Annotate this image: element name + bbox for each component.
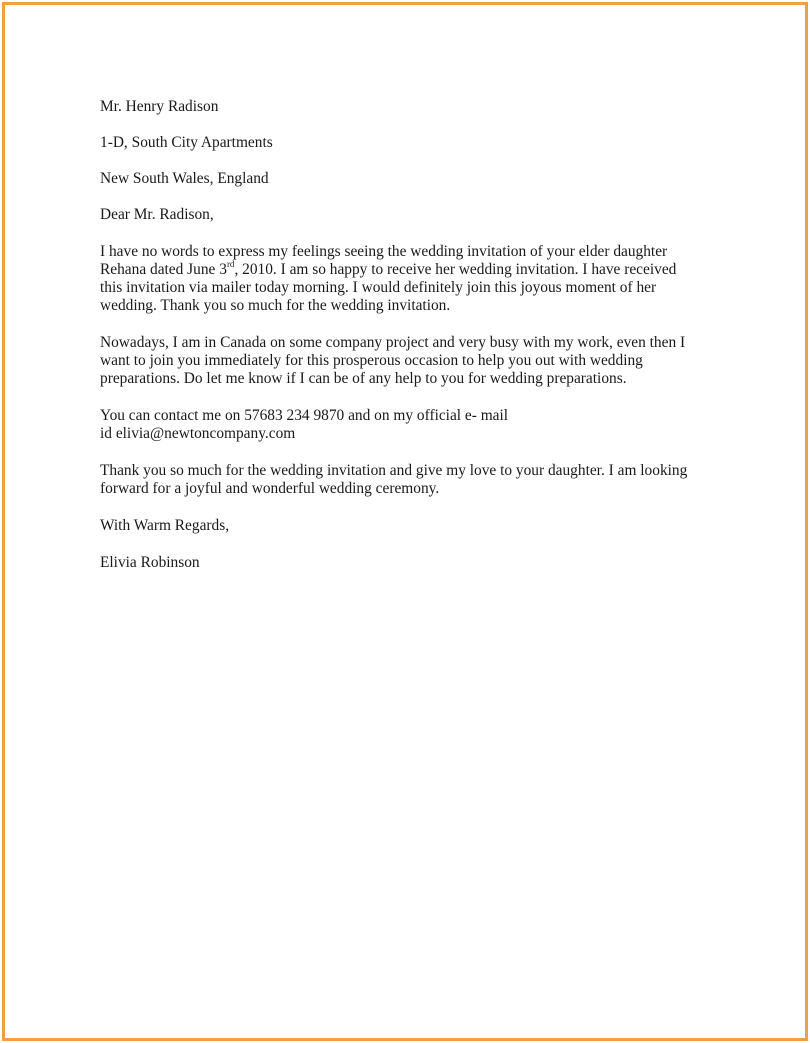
paragraph-canada [100,334,710,388]
closing: With Warm Regards, [100,517,230,534]
signature: Elivia Robinson [100,554,200,571]
recipient-region: New South Wales, England [100,170,269,187]
paragraph-line: forward for a joyful and wonderful wedding ceremony. [100,480,440,497]
salutation: Dear Mr. Radison, [100,206,214,223]
email-line: id elivia@newtoncompany.com [100,425,296,442]
ordinal-suffix: rd [226,258,235,269]
paragraph-line: You can contact me on 57683 234 9870 and on my official e- mail [100,407,509,424]
paragraph-line: I have no words to express my feelings seeing the wedding invitation of your elder daughter [100,243,668,260]
paragraph-line: wedding. Thank you so much for the wedding invitation. [100,297,451,314]
paragraph-invitation [100,243,710,315]
paragraph-line: want to join you immediately for this prosperous occasion to help you out with wedding [100,352,643,369]
date-continuation: , 2010. I am so happy to receive her wedding invitation. I have received [234,261,677,278]
paragraph-line: this invitation via mailer today morning. I would definitely join this joyous moment of her [100,279,657,296]
paragraph-line: preparations. Do let me know if I can be of any help to you for wedding preparations. [100,370,627,387]
letter-body [100,98,710,572]
paragraph-line: Thank you so much for the wedding invitation and give my love to your daughter. I am looking [100,462,688,479]
recipient-street: 1-D, South City Apartments [100,134,273,151]
paragraph-thanks [100,462,710,498]
date-text: Rehana dated June 3 [100,261,227,278]
paragraph-line: Nowadays, I am in Canada on some company project and very busy with my work, even then I [100,334,686,351]
paragraph-contact [100,407,710,443]
recipient-address [100,98,710,188]
recipient-name: Mr. Henry Radison [100,98,219,115]
paragraph-line [100,258,710,279]
